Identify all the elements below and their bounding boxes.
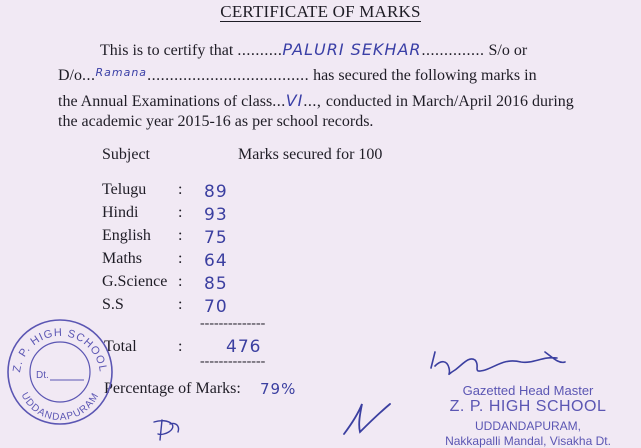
divider-bottom: -------------- bbox=[200, 354, 266, 369]
stamp-district: Nakkapalli Mandal, Visakha Dt. bbox=[445, 434, 611, 448]
mark-hindi: 93 bbox=[204, 205, 228, 225]
subject-ss: S.S bbox=[102, 296, 124, 313]
mark-gscience: 85 bbox=[204, 274, 228, 294]
total-colon: : bbox=[178, 338, 183, 355]
class-value: VI bbox=[285, 91, 304, 110]
marks-header: Marks secured for 100 bbox=[238, 146, 383, 163]
mark-maths: 64 bbox=[204, 251, 228, 271]
headmaster-signature bbox=[425, 346, 585, 386]
subject-header: Subject bbox=[102, 146, 150, 163]
subject-gscience: G.Science bbox=[102, 273, 168, 290]
mark-telugu: 89 bbox=[204, 182, 228, 202]
percentage-value: 79% bbox=[260, 380, 297, 398]
subject-hindi: Hindi bbox=[102, 204, 139, 221]
mark-english: 75 bbox=[204, 228, 228, 248]
certify-line-2: D/o...$^{Ramana}$.................................... has secured the following marks in bbox=[58, 66, 537, 84]
row-colon: : bbox=[178, 296, 183, 313]
school-seal bbox=[6, 318, 114, 426]
subject-telugu: Telugu bbox=[102, 181, 147, 198]
stamp-school: Z. P. HIGH SCHOOL bbox=[449, 398, 607, 415]
row-colon: : bbox=[178, 227, 183, 244]
row-colon: : bbox=[178, 273, 183, 290]
total-value: 476 bbox=[226, 337, 262, 357]
row-colon: : bbox=[178, 250, 183, 267]
total-label: Total bbox=[104, 338, 137, 355]
seal-bottom-text: UDDANDAPURAM bbox=[18, 390, 102, 424]
seal-top-text: Z. P. HIGH SCHOOL bbox=[11, 326, 109, 374]
divider-top: -------------- bbox=[200, 316, 266, 331]
row-colon: : bbox=[178, 181, 183, 198]
subject-english: English bbox=[102, 227, 151, 244]
certify-line-1: This is to certify that ..........PALURI SEKHAR.............. S/o or bbox=[100, 40, 528, 59]
certificate-title: CERTIFICATE OF MARKS bbox=[220, 2, 421, 21]
certify-line-3: the Annual Examinations of class...VI..., conducted in March/April 2016 during bbox=[58, 91, 574, 110]
svg-text:UDDANDAPURAM bbox=[19, 391, 102, 423]
seal-center-text: Dt. bbox=[36, 370, 49, 381]
subject-maths: Maths bbox=[102, 250, 142, 267]
percentage-label: Percentage of Marks: bbox=[104, 380, 241, 397]
initials-mark bbox=[150, 416, 190, 444]
signature-stroke bbox=[338, 396, 398, 442]
certify-line-4: the academic year 2015-16 as per school records. bbox=[58, 113, 374, 130]
student-name: PALURI SEKHAR bbox=[282, 40, 422, 59]
parent-name: Ramana bbox=[95, 66, 148, 79]
stamp-designation: Gazetted Head Master bbox=[462, 383, 594, 398]
stamp-place: UDDANDAPURAM, bbox=[474, 419, 581, 433]
row-colon: : bbox=[178, 204, 183, 221]
mark-ss: 70 bbox=[204, 297, 228, 317]
